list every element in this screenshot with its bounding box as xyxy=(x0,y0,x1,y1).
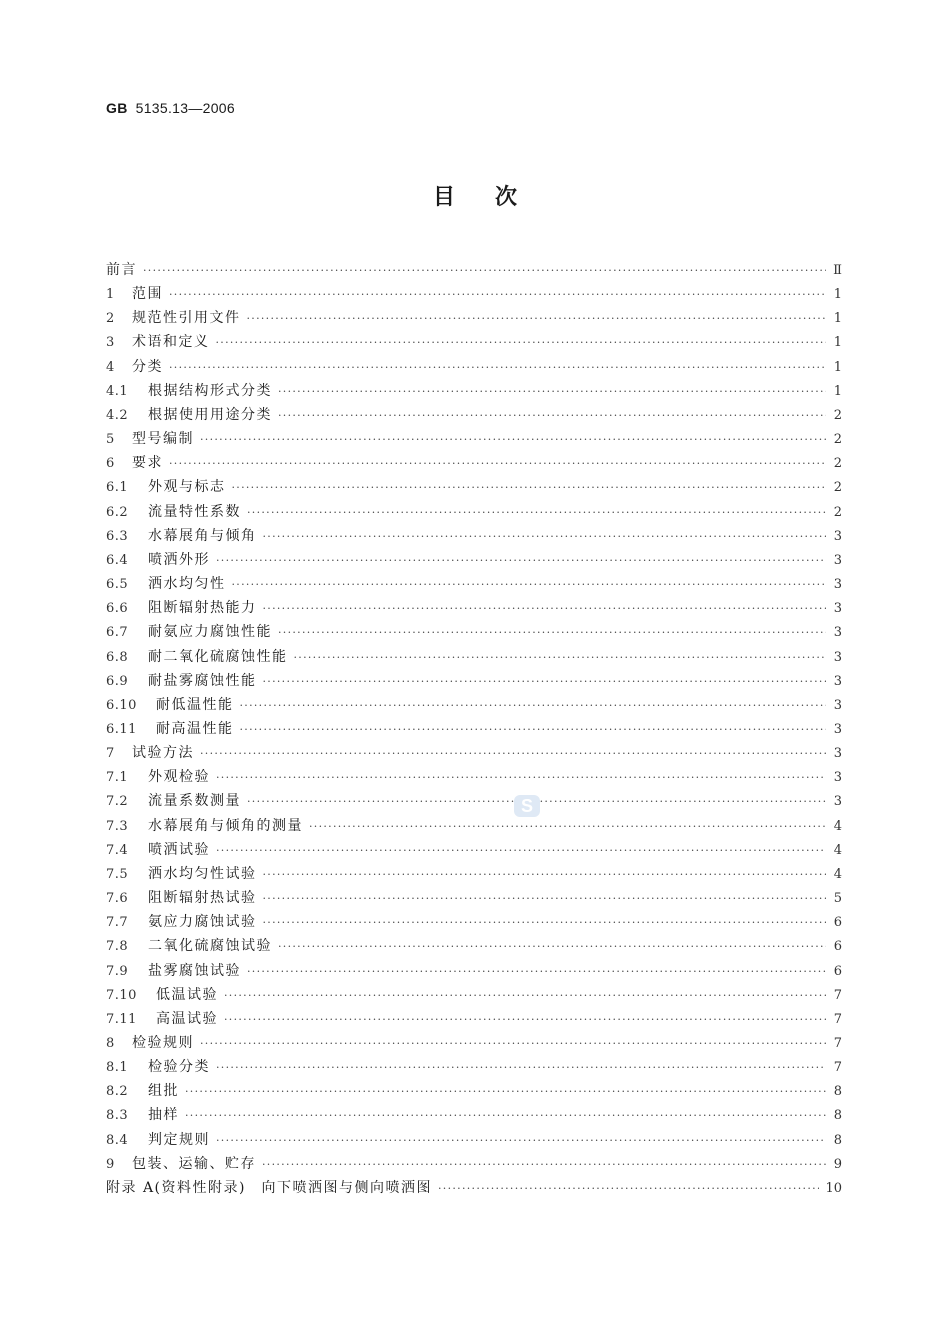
toc-entry[interactable] xyxy=(106,1177,842,1201)
toc-entry[interactable] xyxy=(106,766,842,790)
toc-entry-page: 3 xyxy=(833,721,842,737)
toc-leader-dots xyxy=(232,481,827,494)
toc-entry-page: 3 xyxy=(833,746,842,762)
toc-leader-dots xyxy=(278,626,826,639)
toc-entry-page: 4 xyxy=(833,818,842,834)
toc-entry-title: 流量特性系数 xyxy=(148,503,241,520)
toc-entry[interactable] xyxy=(106,549,842,573)
toc-entry-page: 8 xyxy=(833,1084,842,1100)
toc-entry[interactable] xyxy=(106,694,842,718)
toc-entry-number: 8 xyxy=(106,1036,115,1051)
toc-entry-number: 6.5 xyxy=(106,577,129,593)
toc-entry-page: 3 xyxy=(833,577,842,593)
toc-leader-dots xyxy=(216,336,827,349)
toc-entry-page: 3 xyxy=(833,601,842,617)
toc-entry-title: 组批 xyxy=(148,1083,179,1100)
toc-entry-title: 规范性引用文件 xyxy=(132,310,241,327)
toc-leader-dots xyxy=(278,385,826,398)
toc-entry-page: 8 xyxy=(833,1108,842,1124)
toc-entry[interactable] xyxy=(106,476,842,500)
toc-entry-page: 6 xyxy=(833,963,842,979)
toc-entry-page: 1 xyxy=(833,359,842,375)
toc-entry-page: 3 xyxy=(833,697,842,713)
toc-entry-page: 1 xyxy=(833,311,842,327)
toc-entry[interactable] xyxy=(106,1104,842,1128)
toc-leader-dots xyxy=(216,844,826,857)
toc-entry[interactable] xyxy=(106,404,842,428)
toc-entry-number: 5 xyxy=(106,432,115,448)
toc-entry-page: Ⅱ xyxy=(833,263,842,278)
toc-entry-number: 7.11 xyxy=(106,1011,137,1027)
toc-entry[interactable] xyxy=(106,742,842,766)
toc-entry-number: 7.9 xyxy=(106,963,129,979)
toc-entry-page: 7 xyxy=(833,1060,842,1076)
toc-entry[interactable] xyxy=(106,259,842,283)
toc-entry-number: 7 xyxy=(106,746,115,762)
toc-entry-page: 3 xyxy=(833,794,842,810)
toc-entry[interactable] xyxy=(106,1008,842,1032)
toc-entry-number: 6.3 xyxy=(106,528,129,544)
toc-entry-number: 6.7 xyxy=(106,625,129,641)
toc-leader-dots xyxy=(216,771,826,784)
toc-entry-number: 7.3 xyxy=(106,818,129,834)
toc-entry-number: 4 xyxy=(106,359,115,375)
toc-entry-title: 根据使用用途分类 xyxy=(148,406,272,423)
toc-entry-number: 7.7 xyxy=(106,915,129,931)
toc-leader-dots xyxy=(216,1134,826,1147)
toc-entry-number: 7.5 xyxy=(106,866,129,882)
toc-entry-number: 6.1 xyxy=(106,480,129,496)
toc-leader-dots xyxy=(309,820,826,833)
toc-entry-title: 检验分类 xyxy=(148,1059,210,1076)
toc-leader-dots xyxy=(240,699,827,712)
toc-leader-dots xyxy=(247,506,826,519)
toc-entry-title: 试验方法 xyxy=(132,745,194,762)
toc-entry-title: 洒水均匀性 xyxy=(148,576,226,593)
toc-entry[interactable] xyxy=(106,839,842,863)
standard-code xyxy=(106,100,235,116)
toc-leader-dots xyxy=(185,1109,826,1122)
toc-entry-number: 6.9 xyxy=(106,673,129,689)
toc-entry-number: 4.1 xyxy=(106,383,129,399)
toc-entry[interactable] xyxy=(106,887,842,911)
toc-entry-title: 耐高温性能 xyxy=(156,720,234,737)
toc-entry-title: 外观与标志 xyxy=(148,479,226,496)
toc-entry[interactable] xyxy=(106,670,842,694)
toc-entry-title: 阻断辐射热试验 xyxy=(148,890,257,907)
toc-entry-page: 1 xyxy=(833,383,842,399)
toc-entry-title: 要求 xyxy=(132,455,163,472)
toc-leader-dots xyxy=(263,530,827,543)
toc-entry[interactable] xyxy=(106,984,842,1008)
toc-entry-title: 喷洒试验 xyxy=(148,841,210,858)
toc-leader-dots xyxy=(216,554,826,567)
toc-entry[interactable] xyxy=(106,597,842,621)
toc-entry-page: 6 xyxy=(833,939,842,955)
toc-entry-title: 低温试验 xyxy=(156,986,218,1003)
toc-leader-dots xyxy=(247,312,827,325)
toc-entry-page: 3 xyxy=(833,552,842,568)
toc-entry-number: 2 xyxy=(106,311,115,327)
toc-entry-title: 喷洒外形 xyxy=(148,551,210,568)
toc-entry-title: 水幕展角与倾角 xyxy=(148,527,257,544)
toc-leader-dots xyxy=(216,1061,826,1074)
toc-entry-title: 抽样 xyxy=(148,1107,179,1124)
toc-entry-number: 7.10 xyxy=(106,987,137,1003)
toc-entry-title: 检验规则 xyxy=(132,1035,194,1051)
table-of-contents xyxy=(106,259,842,1201)
toc-entry-page: 1 xyxy=(833,287,842,303)
toc-entry-page: 7 xyxy=(833,987,842,1003)
toc-entry-title: 型号编制 xyxy=(132,431,194,448)
toc-entry[interactable] xyxy=(106,790,842,814)
toc-entry-page: 3 xyxy=(833,673,842,689)
toc-entry[interactable] xyxy=(106,935,842,959)
toc-entry-title: 洒水均匀性试验 xyxy=(148,865,257,882)
toc-entry[interactable] xyxy=(106,525,842,549)
toc-entry-number: 6.2 xyxy=(106,504,129,520)
toc-entry[interactable] xyxy=(106,573,842,597)
toc-leader-dots xyxy=(200,1037,826,1050)
toc-entry-page: 8 xyxy=(833,1132,842,1148)
toc-entry-page: 4 xyxy=(833,842,842,858)
toc-entry-title: 耐盐雾腐蚀性能 xyxy=(148,672,257,689)
toc-entry-title: 高温试验 xyxy=(156,1010,218,1027)
toc-entry[interactable] xyxy=(106,331,842,355)
toc-leader-dots xyxy=(224,989,826,1002)
toc-entry-number: 7.6 xyxy=(106,891,129,907)
toc-entry[interactable] xyxy=(106,815,842,839)
toc-entry[interactable] xyxy=(106,1056,842,1080)
toc-entry-title: 氨应力腐蚀试验 xyxy=(148,914,257,931)
toc-entry-page: 6 xyxy=(833,915,842,931)
toc-entry[interactable] xyxy=(106,621,842,645)
toc-entry-title: 术语和定义 xyxy=(132,334,210,351)
toc-leader-dots xyxy=(169,361,826,374)
toc-leader-dots xyxy=(240,723,827,736)
toc-entry[interactable] xyxy=(106,718,842,742)
toc-entry-title: 水幕展角与倾角的测量 xyxy=(148,817,303,834)
toc-entry-title: 外观检验 xyxy=(148,769,210,786)
toc-entry-page: 1 xyxy=(833,335,842,351)
toc-entry[interactable] xyxy=(106,911,842,935)
toc-entry-title: 盐雾腐蚀试验 xyxy=(148,962,241,979)
toc-entry-page: 3 xyxy=(833,625,842,641)
toc-entry-page: 3 xyxy=(833,528,842,544)
toc-entry[interactable] xyxy=(106,283,842,307)
toc-entry-title: 阻断辐射热能力 xyxy=(148,600,257,617)
toc-leader-dots xyxy=(263,916,827,929)
toc-entry-page: 7 xyxy=(833,1011,842,1027)
toc-entry-page: 3 xyxy=(833,770,842,786)
toc-entry-page: 10 xyxy=(825,1180,842,1196)
toc-entry-number: 8.1 xyxy=(106,1060,129,1076)
toc-entry[interactable] xyxy=(106,307,842,331)
toc-entry-number: 6.10 xyxy=(106,697,137,713)
standard-number: 5135.13—2006 xyxy=(135,100,235,116)
toc-entry[interactable] xyxy=(106,646,842,670)
toc-entry[interactable] xyxy=(106,1129,842,1153)
toc-entry-title: 根据结构形式分类 xyxy=(148,382,272,399)
toc-entry-number: 6.11 xyxy=(106,721,137,737)
toc-leader-dots xyxy=(263,602,827,615)
toc-entry-number: 6.6 xyxy=(106,601,129,617)
toc-entry-title: 范围 xyxy=(132,286,163,303)
toc-leader-dots xyxy=(294,651,827,664)
toc-leader-dots xyxy=(169,288,826,301)
toc-entry-number: 3 xyxy=(106,335,115,351)
toc-leader-dots xyxy=(169,457,826,470)
standard-prefix: GB xyxy=(106,100,128,116)
toc-leader-dots xyxy=(200,433,826,446)
toc-entry-number: 8.3 xyxy=(106,1108,129,1124)
toc-entry[interactable] xyxy=(106,428,842,452)
toc-entry-page: 5 xyxy=(833,891,842,907)
toc-entry-page: 4 xyxy=(833,866,842,882)
toc-entry-number: 8.2 xyxy=(106,1084,129,1100)
toc-entry-page: 2 xyxy=(833,456,842,472)
toc-leader-dots xyxy=(262,1158,826,1171)
toc-entry-title: 二氧化硫腐蚀试验 xyxy=(148,938,272,955)
toc-entry[interactable] xyxy=(106,501,842,525)
toc-entry-page: 2 xyxy=(833,407,842,423)
toc-leader-dots xyxy=(247,965,826,978)
toc-leader-dots xyxy=(278,409,826,422)
toc-entry-page: 2 xyxy=(833,504,842,520)
toc-entry-page: 2 xyxy=(833,480,842,496)
toc-entry-page: 9 xyxy=(833,1156,842,1172)
toc-entry-title: 包装、运输、贮存 xyxy=(132,1155,256,1172)
toc-leader-dots xyxy=(263,868,827,881)
toc-entry[interactable] xyxy=(106,1153,842,1177)
toc-entry-number: 4.2 xyxy=(106,407,129,423)
toc-entry-number: 6.8 xyxy=(106,649,129,665)
toc-entry-title: 耐氨应力腐蚀性能 xyxy=(148,624,272,641)
toc-entry[interactable] xyxy=(106,452,842,476)
toc-entry[interactable] xyxy=(106,863,842,887)
toc-entry-number: 7.4 xyxy=(106,842,129,858)
toc-entry[interactable] xyxy=(106,1080,842,1104)
toc-entry-number: 7.8 xyxy=(106,939,129,955)
toc-entry-page: 3 xyxy=(833,649,842,665)
toc-leader-dots xyxy=(185,1085,826,1098)
toc-entry-title: 流量系数测量 xyxy=(148,793,241,810)
toc-entry-number: 7.1 xyxy=(106,770,129,786)
toc-entry[interactable] xyxy=(106,356,842,380)
toc-entry-title: 前言 xyxy=(106,262,137,278)
toc-entry-title: 附录 A(资料性附录) 向下喷洒图与侧向喷洒图 xyxy=(106,1179,432,1196)
toc-entry-page: 2 xyxy=(833,432,842,448)
toc-leader-dots xyxy=(263,675,827,688)
toc-leader-dots xyxy=(438,1182,819,1195)
page-title: 目次 xyxy=(432,185,557,210)
toc-entry-title: 判定规则 xyxy=(148,1131,210,1148)
toc-entry[interactable] xyxy=(106,1032,842,1056)
toc-entry-title: 耐低温性能 xyxy=(156,696,234,713)
toc-entry-title: 分类 xyxy=(132,358,163,375)
toc-entry-number: 6.4 xyxy=(106,552,129,568)
toc-entry[interactable] xyxy=(106,960,842,984)
watermark-logo: S xyxy=(514,795,540,817)
toc-leader-dots xyxy=(200,747,826,760)
toc-entry-number: 9 xyxy=(106,1156,115,1172)
toc-entry-number: 1 xyxy=(106,287,115,303)
toc-leader-dots xyxy=(232,578,827,591)
toc-leader-dots xyxy=(224,1013,826,1026)
toc-entry-title: 耐二氧化硫腐蚀性能 xyxy=(148,648,288,665)
toc-leader-dots xyxy=(263,892,827,905)
toc-entry-number: 7.2 xyxy=(106,794,129,810)
toc-leader-dots xyxy=(143,264,826,277)
toc-entry-number: 6 xyxy=(106,456,115,472)
toc-leader-dots xyxy=(278,940,826,953)
toc-entry[interactable] xyxy=(106,380,842,404)
toc-entry-number: 8.4 xyxy=(106,1132,129,1148)
toc-entry-page: 7 xyxy=(833,1036,842,1051)
